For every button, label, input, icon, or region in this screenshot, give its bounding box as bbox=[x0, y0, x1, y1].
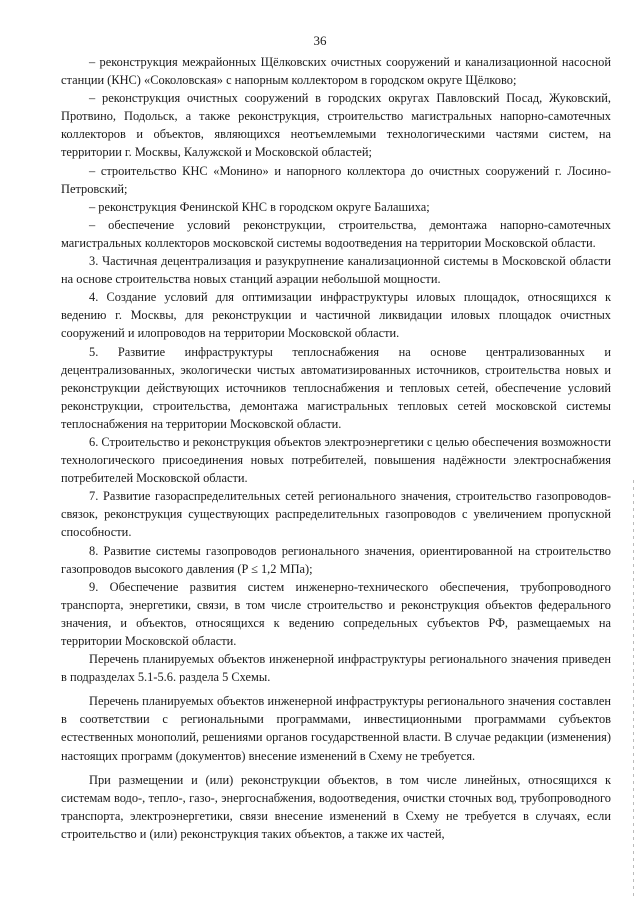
document-body bbox=[61, 53, 611, 843]
paragraph-10: 7. Развитие газораспределительных сетей регионального значения, строительство газопроводов-связок, реконструкция существующих распределительных газопроводов с увеличением пропускной способности. bbox=[61, 489, 611, 540]
paragraph-3: – строительство КНС «Монино» и напорного коллектора до очистных сооружений г. Лосино-Петровский; bbox=[61, 163, 611, 196]
paragraph-5: – обеспечение условий реконструкции, строительства, демонтажа напорно-самотечных магистральных коллекторов московской системы водоотведения на территории Московской области. bbox=[61, 217, 611, 250]
paragraph-14: Перечень планируемых объектов инженерной инфраструктуры регионального значения составлен в соответствии с региональными программами, инвестиционными программами субъектов естественных монополий, решениями органов государственной власти. В случае редакции (изменения) настоящих программ (документов) внесение изменений в Схему не требуется. bbox=[61, 694, 611, 763]
paragraph-6: 3. Частичная децентрализация и разукрупнение канализационной системы в Московской области на основе строительства новых станций аэрации небольшой мощности. bbox=[61, 254, 611, 287]
paragraph-9: 6. Строительство и реконструкция объектов электроэнергетики с целью обеспечения возможности технологического присоединения новых потребителей, повышения надёжности электроснабжения потребителей Московской области. bbox=[61, 434, 611, 486]
paragraph-15: При размещении и (или) реконструкции объектов, в том числе линейных, относящихся к системам водо-, тепло-, газо-, энергоснабжения, водоотведения, очистки сточных вод, трубопроводного транспорта, электроэнергетики, связи внесение изменений в Схему не требуется в случаях, если строительство и (или) реконструкция таких объектов, а также их частей, bbox=[61, 772, 611, 841]
paragraph-11: 8. Развитие системы газопроводов регионального значения, ориентированной на строительство газопроводов высокого давления (P ≤ 1,2 МПа); bbox=[61, 543, 611, 576]
paragraph-7: 4. Создание условий для оптимизации инфраструктуры иловых площадок, относящихся к ведению г. Москвы, для реконструкции и частичной ликвидации иловых площадок очистных сооружений и илопроводов на территории Московской области. bbox=[61, 290, 611, 341]
paragraph-12: 9. Обеспечение развития систем инженерно-технического обеспечения, трубопроводного транспорта, энергетики, связи, в том числе строительство и реконструкция объектов федерального значения, и объектов, относящихся к ведению сопредельных субъектов РФ, размещаемых на территории Московской области. bbox=[61, 579, 611, 648]
scan-edge-line bbox=[633, 480, 634, 900]
paragraph-4: – реконструкция Фенинской КНС в городском округе Балашиха; bbox=[89, 199, 430, 214]
paragraph-1: – реконструкция межрайонных Щёлковских очистных сооружений и канализационной насосной станции (КНС) «Соколовская» с напорным коллектором в городском округе Щёлково; bbox=[61, 55, 611, 88]
paragraph-2: – реконструкция очистных сооружений в городских округах Павловский Посад, Жуковский, Протвино, Подольск, а также реконструкция, строительство магистральных напорно-самотечных коллекторов и объектов, являющихся неотъемлемыми технологическими частями систем, на территории г. Москвы, Калужской и Московской областей; bbox=[61, 91, 611, 160]
paragraph-8: 5. Развитие инфраструктуры теплоснабжения на основе централизованных и децентрализованных, экологически чистых автоматизированных источников, строительства новых и реконструкции действующих источников теплоснабжения и тепловых сетей, обеспечение условий реконструкции, строительства, демонтажа магистральных тепловых сетей московской системы теплоснабжения на территории Московской области. bbox=[61, 344, 611, 431]
paragraph-13: Перечень планируемых объектов инженерной инфраструктуры регионального значения приведен в подразделах 5.1-5.6. раздела 5 Схемы. bbox=[61, 652, 611, 685]
page-number: 36 bbox=[313, 33, 327, 48]
